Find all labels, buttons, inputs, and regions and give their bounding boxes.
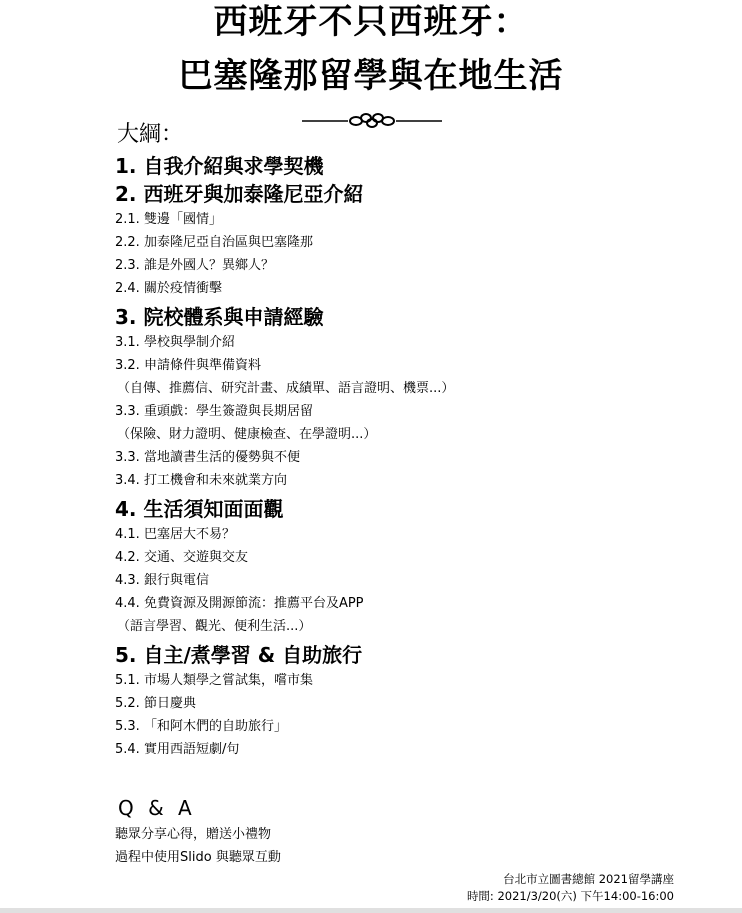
section-item: 5.2. 節日慶典: [115, 696, 196, 711]
section-item: 2.4. 關於疫情衝擊: [115, 281, 222, 296]
qa-line-slido: 過程中使用Slido 與聽眾互動: [115, 850, 281, 865]
section-item: 3.3. 重頭戲：學生簽證與長期居留: [115, 404, 313, 419]
section-item: 3.1. 學校與學制介紹: [115, 335, 235, 350]
footer-time: 時間: 2021/3/20(六) 下午14:00-16:00: [466, 889, 674, 903]
section-item: 2.1. 雙邊「國情」: [115, 212, 222, 227]
section-item: 5.1. 市場人類學之嘗試集，嚐市集: [115, 673, 313, 688]
section-heading: 2. 西班牙與加泰隆尼亞介紹: [115, 182, 364, 206]
section-note: （自傳、推薦信、研究計畫、成績單、語言證明、機票...）: [117, 381, 455, 396]
footer-organizer: 台北市立圖書總館 2021留學講座: [503, 872, 674, 886]
section-heading: 4. 生活須知面面觀: [115, 497, 284, 521]
outline-label: 大綱：: [117, 122, 184, 147]
section-item: 4.1. 巴塞居大不易？: [115, 527, 235, 542]
section-item: 3.4. 打工機會和未來就業方向: [115, 473, 287, 488]
page-title-line-1: 西班牙不只西班牙：: [213, 2, 529, 42]
qa-title: Q & A: [118, 796, 196, 820]
section-item: 3.2. 申請條件與準備資料: [115, 358, 261, 373]
section-item: 4.2. 交通、交遊與交友: [115, 550, 248, 565]
section-item: 2.3. 誰是外國人？異鄉人？: [115, 258, 274, 273]
section-note: （語言學習、觀光、便利生活...）: [117, 619, 312, 634]
outline-list: [115, 154, 715, 762]
section-item: 3.3. 當地讀書生活的優勢與不便: [115, 450, 300, 465]
qa-line-gift: 聽眾分享心得，贈送小禮物: [115, 827, 272, 842]
bottom-scrollbar-strip: [0, 908, 742, 913]
section-item: 5.4. 實用西語短劇/句: [115, 742, 240, 757]
ornamental-divider: [302, 110, 442, 130]
section-heading: 5. 自主/煮學習 & 自助旅行: [115, 643, 363, 667]
page-title-line-2: 巴塞隆那留學與在地生活: [178, 56, 564, 96]
section-note: （保險、財力證明、健康檢查、在學證明...）: [117, 427, 377, 442]
section-item: 4.3. 銀行與電信: [115, 573, 209, 588]
section-item: 5.3. 「和阿木們的自助旅行」: [115, 719, 287, 734]
section-heading: 3. 院校體系與申請經驗: [115, 305, 324, 329]
section-item: 4.4. 免費資源及開源節流：推薦平台及APP: [115, 596, 364, 611]
section-item: 2.2. 加泰隆尼亞自治區與巴塞隆那: [115, 235, 313, 250]
section-heading: 1. 自我介紹與求學契機: [115, 154, 324, 178]
